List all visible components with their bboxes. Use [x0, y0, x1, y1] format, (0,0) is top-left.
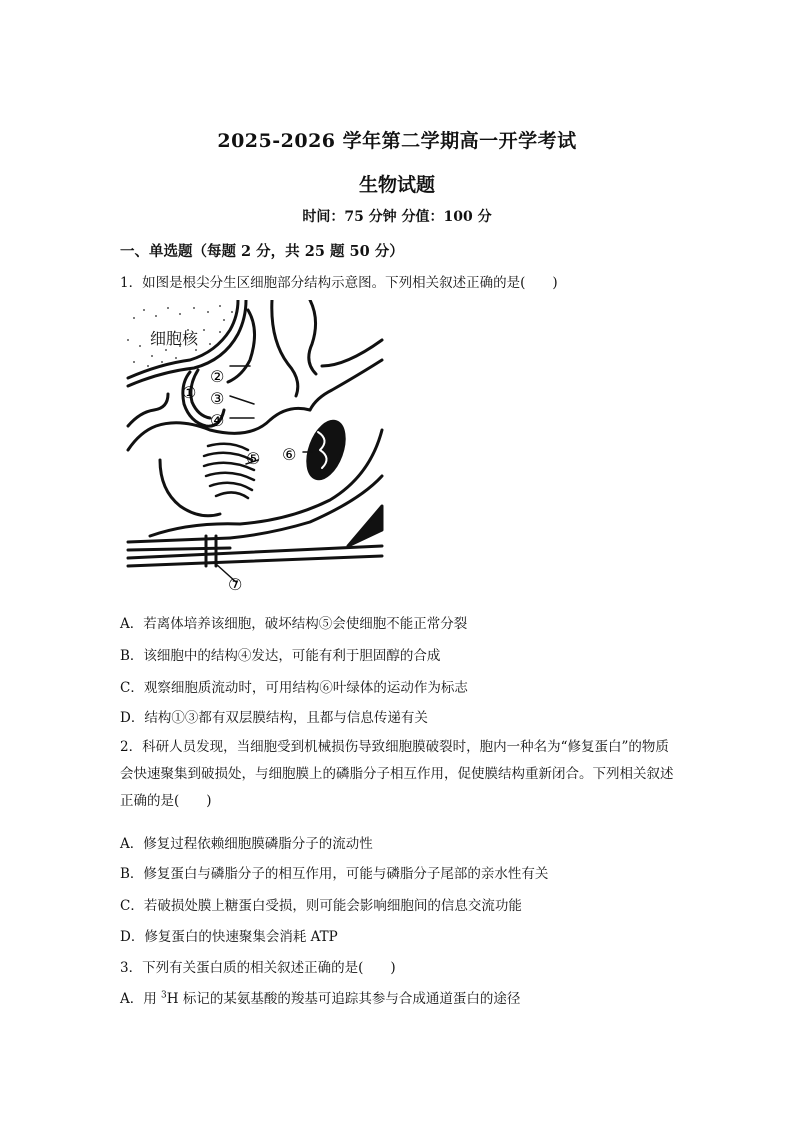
q1-option-c: C．观察细胞质流动时，可用结构⑥叶绿体的运动作为标志 [120, 680, 468, 696]
q3-stem: 3．下列有关蛋白质的相关叙述正确的是( ) [120, 960, 396, 976]
q3-option-a [120, 987, 520, 1007]
q2-option-a: A．修复过程依赖细胞膜磷脂分子的流动性 [120, 836, 373, 852]
marker-1: ① [182, 383, 197, 402]
q2-option-c: C．若破损处膜上糖蛋白受损，则可能会影响细胞间的信息交流功能 [120, 898, 522, 914]
exam-title: 2025-2026 学年第二学期高一开学考试 [217, 130, 577, 152]
q3-option-a-prefix: A．用 [120, 991, 162, 1007]
exam-subtitle: 生物试题 [358, 174, 435, 196]
marker-4: ④ [210, 411, 225, 430]
marker-2: ② [210, 367, 225, 386]
q2-option-b: B．修复蛋白与磷脂分子的相互作用，可能与磷脂分子尾部的亲水性有关 [120, 866, 549, 882]
q1-option-a: A．若离体培养该细胞，破坏结构⑤会使细胞不能正常分裂 [120, 616, 468, 632]
q2-stem: 2．科研人员发现，当细胞受到机械损伤导致细胞膜破裂时，胞内一种名为“修复蛋白”的物质会快速聚集到破损处，与细胞膜上的磷脂分子相互作用，促使膜结构重新闭合。下列相关叙述正确的是( ) [120, 739, 674, 809]
q2-option-d: D．修复蛋白的快速聚集会消耗 ATP [120, 929, 338, 945]
marker-3: ③ [210, 389, 225, 408]
marker-6: ⑥ [282, 445, 297, 464]
marker-7: ⑦ [228, 575, 243, 594]
q3-option-a-text: H 标记的某氨基酸的羧基可追踪其参与合成通道蛋白的途径 [166, 991, 521, 1007]
marker-5: ⑤ [246, 449, 261, 468]
q1-option-b: B．该细胞中的结构④发达，可能有利于胆固醇的合成 [120, 648, 441, 664]
exam-meta: 时间：75 分钟 分值：100 分 [302, 209, 492, 225]
isotope-superscript: 3 [161, 990, 167, 1001]
q1-option-d: D．结构①③都有双层膜结构，且都与信息传递有关 [120, 710, 428, 726]
section-heading: 一、单选题（每题 2 分，共 25 题 50 分） [120, 243, 404, 260]
nucleus-label: 细胞核 [150, 329, 199, 348]
cell-structure-figure [120, 300, 390, 600]
q1-stem: 1．如图是根尖分生区细胞部分结构示意图。下列相关叙述正确的是( ) [120, 275, 558, 291]
